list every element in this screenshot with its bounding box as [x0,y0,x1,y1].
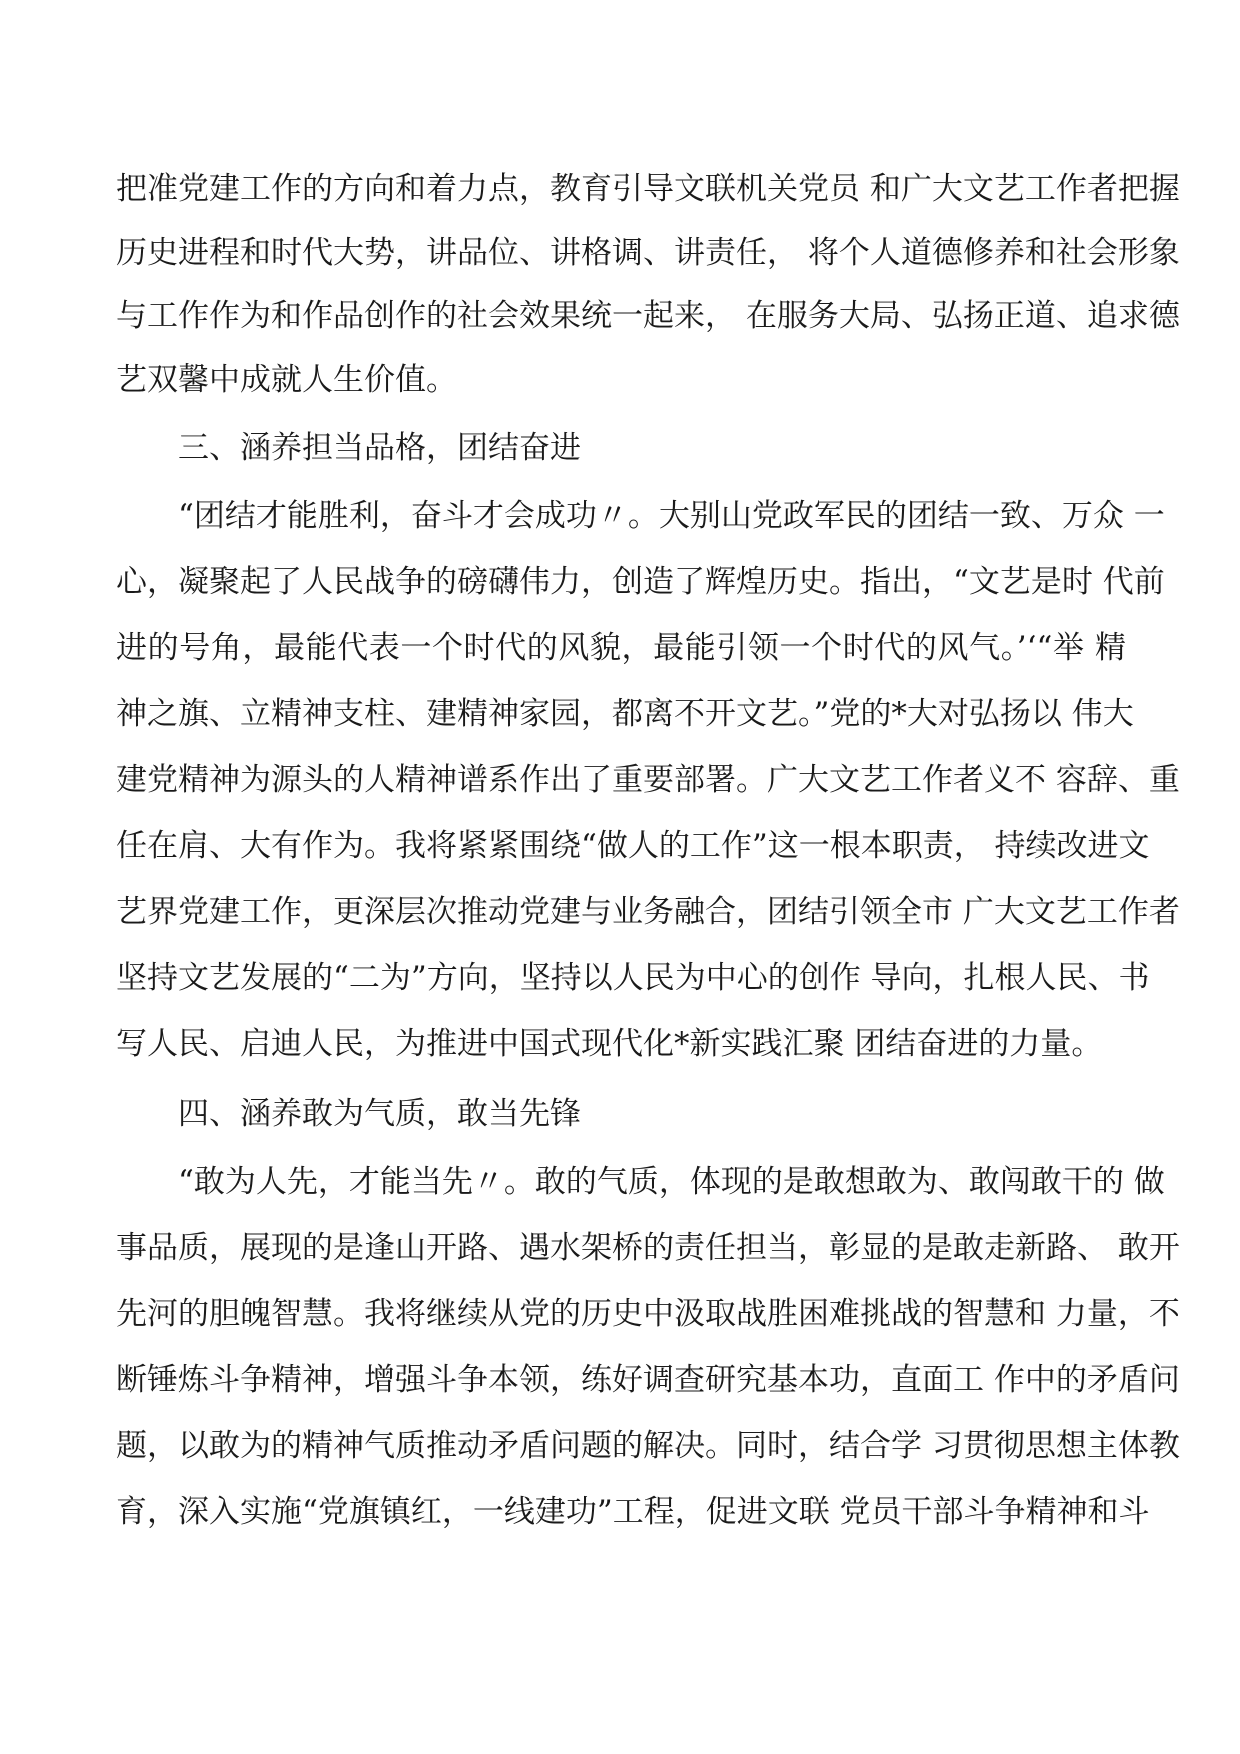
paragraph-line: 坚持文艺发展的“二为”方向，坚持以人民为中心的创作 导向，扎根人民、书 [116,960,1150,996]
paragraph-line: 育，深入实施“党旗镇红，一线建功”工程，促进文联 党员干部斗争精神和斗 [116,1494,1150,1530]
paragraph-line: 建党精神为源头的人精神谱系作出了重要部署。广大文艺工作者义不 容辞、重 [116,762,1180,798]
section-heading: 四、涵养敢为气质，敢当先锋 [178,1096,581,1132]
paragraph-line: 历史进程和时代大势，讲品位、讲格调、讲责任， 将个人道德修养和社会形象 [116,235,1180,271]
section-heading: 三、涵养担当品格，团结奋进 [178,430,581,466]
paragraph-line: 先河的胆魄智慧。我将继续从党的历史中汲取战胜困难挑战的智慧和 力量，不 [116,1296,1180,1332]
paragraph-line: 艺双馨中成就人生价值。 [116,362,457,398]
paragraph-line: 与工作作为和作品创作的社会效果统一起来， 在服务大局、弘扬正道、追求德 [116,298,1180,334]
paragraph-line: 把准党建工作的方向和着力点，教育引导文联机关党员 和广大文艺工作者把握 [116,171,1180,207]
paragraph-line: “敢为人先，才能当先〃。敢的气质，体现的是敢想敢为、敢闯敢干的 做 [178,1164,1165,1200]
paragraph-line: 题，以敢为的精神气质推动矛盾问题的解决。同时，结合学 习贯彻思想主体教 [116,1428,1180,1464]
paragraph-line: “团结才能胜利，奋斗才会成功〃。大别山党政军民的团结一致、万众 一 [178,498,1165,534]
paragraph-line: 神之旗、立精神支柱、建精神家园，都离不开文艺。”党的*大对弘扬以 伟大 [116,696,1134,732]
paragraph-line: 心，凝聚起了人民战争的磅礴伟力，创造了辉煌历史。指出，“文艺是时 代前 [116,564,1165,600]
paragraph-line: 进的号角，最能代表一个时代的风貌，最能引领一个时代的风气。’‘“举 精 [116,630,1126,666]
paragraph-line: 写人民、启迪人民，为推进中国式现代化*新实践汇聚 团结奋进的力量。 [116,1026,1103,1062]
paragraph-line: 任在肩、大有作为。我将紧紧围绕“做人的工作”这一根本职责， 持续改进文 [116,828,1150,864]
paragraph-line: 断锤炼斗争精神，增强斗争本领，练好调查研究基本功，直面工 作中的矛盾问 [116,1362,1180,1398]
paragraph-line: 事品质，展现的是逢山开路、遇水架桥的责任担当，彰显的是敢走新路、 敢开 [116,1230,1180,1266]
paragraph-line: 艺界党建工作，更深层次推动党建与业务融合，团结引领全市 广大文艺工作者 [116,894,1180,930]
